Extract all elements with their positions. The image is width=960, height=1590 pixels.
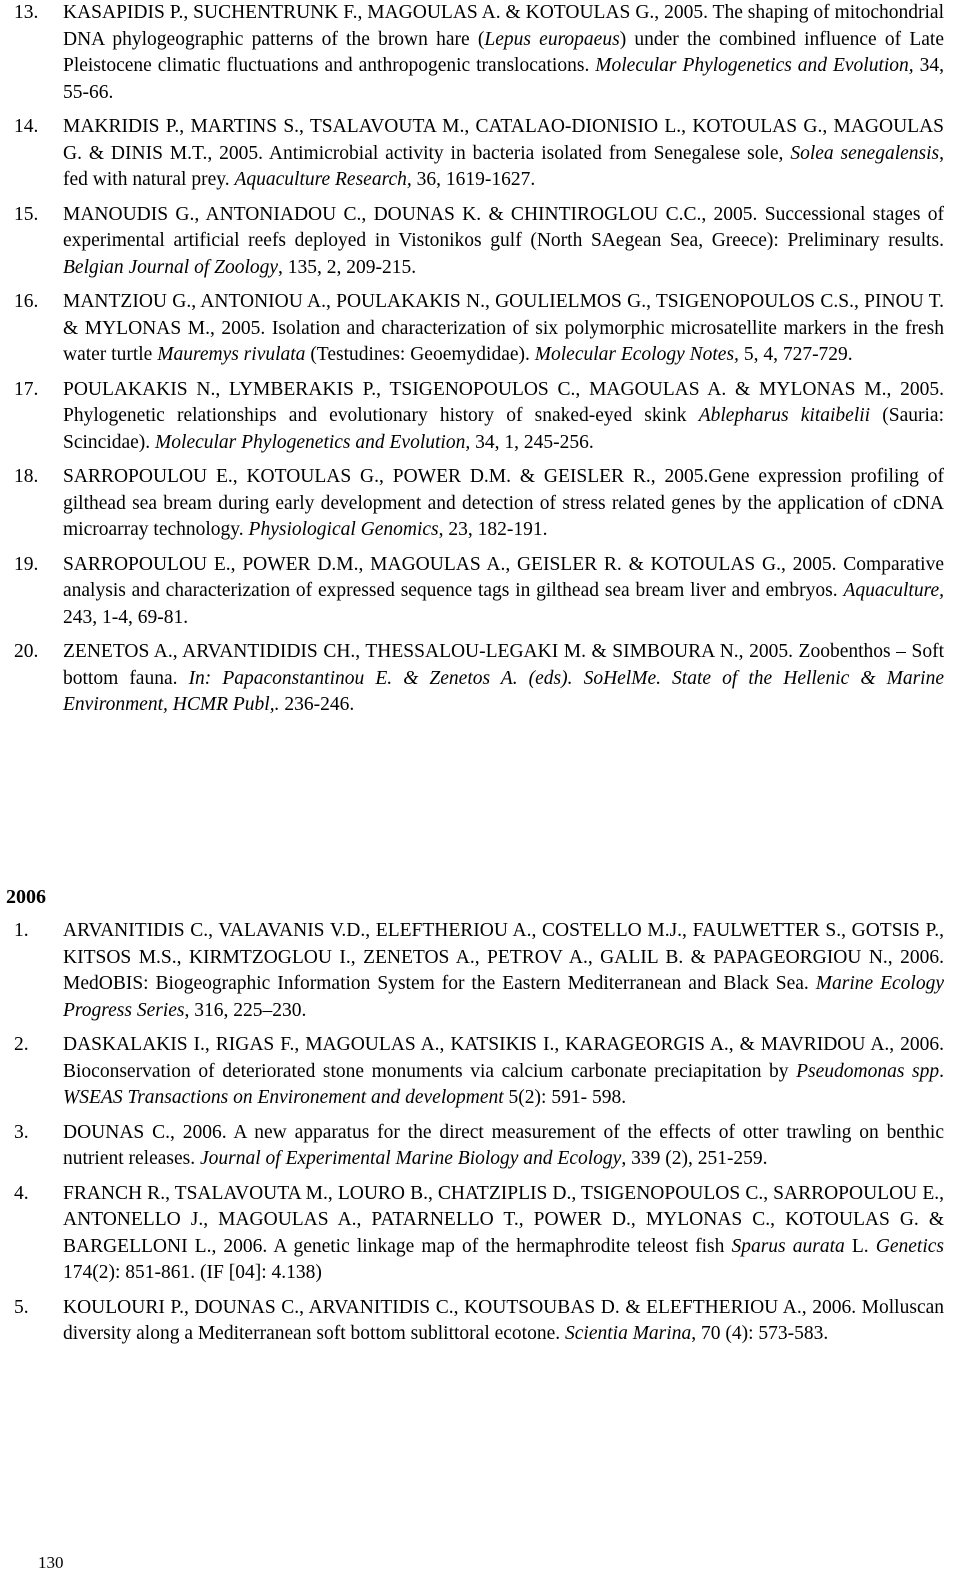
reference-number: 15. <box>14 203 39 225</box>
reference-segment: DOUNAS C., 2006. A new apparatus for the direct measurement of the effects of otter trawling on benthic nutrient releases. <box>63 1121 944 1169</box>
reference-number: 1. <box>14 920 29 941</box>
reference-italic-segment: Genetics <box>875 1235 944 1257</box>
reference-segment: 5, 4, 727-729. <box>738 344 853 365</box>
reference-segment: 243, 1-4, 69-81. <box>63 606 189 628</box>
reference-entry <box>14 114 944 194</box>
reference-text <box>63 464 944 544</box>
reference-segment: (Testudines: Geoemydidae). <box>305 344 535 365</box>
reference-text <box>63 0 944 106</box>
reference-segment: , 316, 225–230. <box>184 999 307 1021</box>
reference-text <box>63 1120 944 1173</box>
page-number: 130 <box>38 1553 64 1572</box>
reference-text <box>63 114 944 194</box>
reference-segment: 34, 55-66. <box>63 55 944 103</box>
reference-segment: KASAPIDIS P., SUCHENTRUNK F., MAGOULAS A. & KOTOULAS G., 2005. The shaping of mitochondrial DNA phylogeographic patterns of the brown hare ( <box>63 2 944 50</box>
reference-number: 20. <box>14 641 39 662</box>
reference-entry <box>14 377 944 457</box>
reference-italic-segment: Physiological Genomics <box>248 519 439 540</box>
reference-text <box>63 552 944 632</box>
reference-italic-segment: Ablepharus kitaibelii <box>698 405 871 426</box>
reference-number: 19. <box>14 553 39 575</box>
reference-number: 4. <box>14 1182 29 1204</box>
reference-segment: MAKRIDIS P., MARTINS S., TSALAVOUTA M., CATALAO-DIONISIO L., KOTOULAS G., MAGOULAS G. & DINIS M.T., 2005. Antimicrobial activity in bacteria isolated from Senegalese sole, <box>63 116 944 164</box>
reference-italic-segment: WSEAS Transactions on Environement and development <box>63 1087 504 1108</box>
year-heading-2006: 2006 <box>6 886 46 908</box>
reference-segment: FRANCH R., TSALAVOUTA M., LOURO B., CHATZIPLIS D., TSIGENOPOULOS C., SARROPOULOU E., ANTONELLO J., MAGOULAS A., PATARNELLO T., POWER D., MYLONAS C., KOTOULAS G. & BARGELLONI L., 2006. A genetic linkage map of the hermaphrodite teleost fish <box>63 1182 944 1257</box>
reference-text <box>63 1295 944 1348</box>
reference-segment: , 23, 182-191. <box>438 519 548 540</box>
reference-segment: MANTZIOU G., ANTONIOU A., POULAKAKIS N., GOULIELMOS G., TSIGENOPOULOS C.S., PINOU T. & MYLONAS M., 2005. Isolation and characterization of six polymorphic microsatellite markers in the fresh water turtle <box>63 291 944 365</box>
reference-segment: POULAKAKIS N., LYMBERAKIS P., TSIGENOPOULOS C., MAGOULAS A. & MYLONAS M., 2005. Phylogenetic relationships and evolutionary history of snaked-eyed skink <box>63 378 944 426</box>
reference-text <box>63 1032 944 1112</box>
reference-segment: 5(2): 591- 598. <box>503 1087 627 1108</box>
reference-segment: SARROPOULOU E., POWER D.M., MAGOULAS A., GEISLER R. & KOTOULAS G., 2005. Comparative analysis and characterization of expressed sequence tags in gilthead sea bream liver and embryos. <box>63 553 944 601</box>
reference-number: 3. <box>14 1121 29 1143</box>
reference-entry <box>14 552 944 632</box>
reference-number: 13. <box>14 2 39 23</box>
reference-segment: 34, 1, 245-256. <box>470 431 594 453</box>
reference-number: 18. <box>14 466 39 487</box>
reference-entry <box>14 1181 944 1287</box>
reference-segment: , fed with natural prey. <box>63 142 944 190</box>
reference-italic-segment: Molecular Phylogenetics and Evolution, <box>155 431 471 453</box>
reference-italic-segment: Aquaculture Research, <box>234 169 412 190</box>
reference-segment: , 70 (4): 573-583. <box>691 1323 829 1344</box>
reference-segment: KOULOURI P., DOUNAS C., ARVANITIDIS C., KOUTSOUBAS D. & ELEFTHERIOU A., 2006. Molluscan diversity along a Mediterranean soft bottom sublittoral ecotone. <box>63 1296 944 1344</box>
reference-entry <box>14 1120 944 1173</box>
reference-italic-segment: Solea senegalensis <box>790 142 940 164</box>
reference-entry <box>14 202 944 282</box>
reference-italic-segment: Belgian Journal of Zoology <box>63 256 279 278</box>
reference-italic-segment: Mauremys rivulata <box>157 344 306 365</box>
reference-italic-segment: Pseudomonas spp <box>796 1060 940 1082</box>
reference-segment: ZENETOS A., ARVANTIDIDIS CH., THESSALOU-LEGAKI M. & SIMBOURA N., 2005. Zoobenthos – Soft bottom fauna. <box>63 641 944 689</box>
reference-segment: DASKALAKIS I., RIGAS F., MAGOULAS A., KATSIKIS I., KARAGEORGIS A., & MAVRIDOU A., 2006. Bioconservation of deteriorated stone monuments via calcium carbonate preciapitation by <box>63 1034 944 1082</box>
reference-segment: ) under the combined influence of Late Pleistocene climatic fluctuations and anthropogenic translocations. <box>63 28 944 76</box>
reference-entry <box>14 1032 944 1112</box>
reference-italic-segment: In: Papaconstantinou E. & Zenetos A. (eds). SoHelMe. State of the Hellenic & Marine Environment, HCMR Publ,. <box>63 667 944 715</box>
reference-number: 5. <box>14 1296 29 1318</box>
reference-number: 16. <box>14 291 39 312</box>
reference-italic-segment: Journal of Experimental Marine Biology and Ecology <box>200 1148 622 1169</box>
reference-text <box>63 377 944 457</box>
reference-italic-segment: Aquaculture, <box>843 580 944 601</box>
reference-entry <box>14 0 944 106</box>
reference-italic-segment: Molecular Ecology Notes, <box>534 344 739 365</box>
reference-list-2006 <box>14 918 944 1356</box>
reference-italic-segment: Marine Ecology Progress Series <box>63 973 945 1021</box>
reference-entry <box>14 464 944 544</box>
reference-segment: MANOUDIS G., ANTONIADOU C., DOUNAS K. & CHINTIROGLOU C.C., 2005. Successional stages of experimental artificial reefs deployed in Vistonikos gulf (North SAegean Sea, Greece): Preliminary results. <box>63 203 944 251</box>
reference-italic-segment: Molecular Phylogenetics and Evolution, <box>595 55 914 76</box>
reference-segment: . <box>939 1060 944 1082</box>
reference-segment: 36, 1619-1627. <box>411 169 536 190</box>
reference-text <box>63 918 944 1024</box>
reference-segment: SARROPOULOU E., KOTOULAS G., POWER D.M. & GEISLER R., 2005.Gene expression profiling of gilthead sea bream during early development and detection of stress related genes by the application of cDNA microarray technology. <box>63 466 944 540</box>
reference-segment: 236-246. <box>279 694 355 715</box>
reference-entry <box>14 918 944 1024</box>
reference-text <box>63 1181 944 1287</box>
reference-list-2005 <box>14 0 944 727</box>
reference-number: 17. <box>14 378 39 400</box>
reference-segment: (Sauria: Scincidae). <box>63 405 944 453</box>
reference-entry <box>14 289 944 369</box>
reference-text <box>63 639 944 719</box>
reference-italic-segment: Scientia Marina <box>565 1323 692 1344</box>
reference-segment: ARVANITIDIS C., VALAVANIS V.D., ELEFTHERIOU A., COSTELLO M.J., FAULWETTER S., GOTSIS P., KITSOS M.S., KIRMTZOGLOU I., ZENETOS A., PETROV A., GALIL B. & PAPAGEORGIOU N., 2006. MedOBIS: Biogeographic Information System for the Eastern Mediterranean and Black Sea. <box>63 920 944 994</box>
reference-text <box>63 202 944 282</box>
reference-segment: 174(2): 851-861. (IF [04]: 4.138) <box>63 1262 322 1283</box>
reference-entry <box>14 639 944 719</box>
reference-entry <box>14 1295 944 1348</box>
reference-italic-segment: Sparus aurata <box>731 1235 845 1257</box>
reference-segment: , 135, 2, 209-215. <box>278 256 417 278</box>
reference-number: 2. <box>14 1034 29 1055</box>
reference-segment: , 339 (2), 251-259. <box>621 1148 768 1169</box>
reference-text <box>63 289 944 369</box>
reference-number: 14. <box>14 116 39 137</box>
reference-segment: L. <box>844 1235 876 1257</box>
reference-italic-segment: Lepus europaeus <box>484 28 620 50</box>
